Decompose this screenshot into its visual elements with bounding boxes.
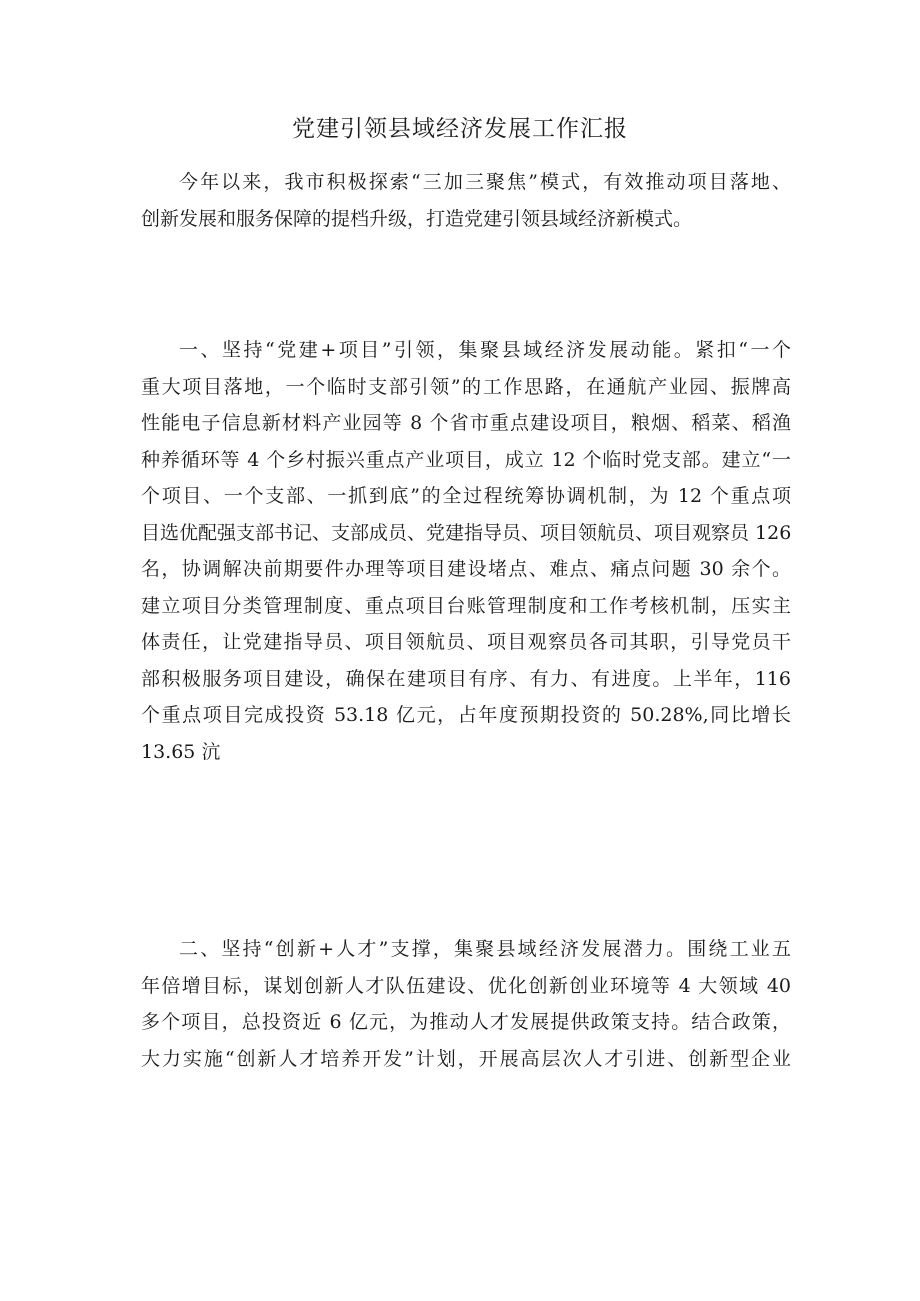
text-line: 重大项目落地，一个临时支部引领”的工作思路，在通航产业园、振牌高	[141, 375, 791, 398]
paragraph	[141, 332, 791, 770]
text-line: 个重点项目完成投资 53.18 亿元，占年度预期投资的 50.28%,同比增长	[141, 704, 791, 726]
text-line: 二、坚持“创新+人才”支撑，集聚县域经济发展潜力。围绕工业五	[179, 938, 791, 960]
text-line: 种养循环等 4 个乡村振兴重点产业项目，成立 12 个临时党支部。建立“一	[141, 448, 791, 471]
paragraph	[141, 931, 791, 1077]
text-line: 个项目、一个支部、一抓到底”的全过程统筹协调机制，为 12 个重点项	[141, 485, 791, 507]
text-line: 一、坚持“党建+项目”引领，集聚县域经济发展动能。紧扣“一个	[179, 339, 791, 361]
text-line: 体责任，让党建指导员、项目领航员、项目观察员各司其职，引导党员干	[141, 631, 791, 653]
text-line: 建立项目分类管理制度、重点项目台账管理制度和工作考核机制，压实主	[141, 594, 791, 617]
paragraph-section-one	[141, 332, 791, 770]
paragraph-intro	[141, 164, 791, 237]
text-line: 今年以来，我市积极探索“三加三聚焦”模式，有效推动项目落地、	[179, 171, 791, 193]
text-line: 年倍增目标，谋划创新人才队伍建设、优化创新创业环境等 4 大领域 40	[141, 974, 791, 997]
text-line: 大力实施“创新人才培养开发”计划，开展高层次人才引进、创新型企业	[141, 1047, 791, 1070]
text-line: 目选优配强支部书记、支部成员、党建指导员、项目领航员、项目观察员 126	[141, 521, 792, 544]
text-line: 多个项目，总投资近 6 亿元，为推动人才发展提供政策支持。结合政策，	[141, 1011, 791, 1033]
paragraph	[141, 164, 791, 237]
document-title: 党建引领县域经济发展工作汇报	[292, 116, 628, 142]
paragraph-section-two	[141, 931, 791, 1077]
text-line: 13.65 沆	[141, 740, 221, 763]
text-line: 名，协调解决前期要件办理等项目建设堵点、难点、痛点问题 30 余个。	[141, 558, 791, 580]
text-line: 创新发展和服务保障的提档升级，打造党建引领县域经济新模式。	[141, 207, 693, 230]
text-line: 部积极服务项目建设，确保在建项目有序、有力、有进度。上半年，116	[141, 667, 791, 690]
text-line: 性能电子信息新材料产业园等 8 个省市重点建设项目，粮烟、稻菜、稻渔	[141, 412, 791, 434]
